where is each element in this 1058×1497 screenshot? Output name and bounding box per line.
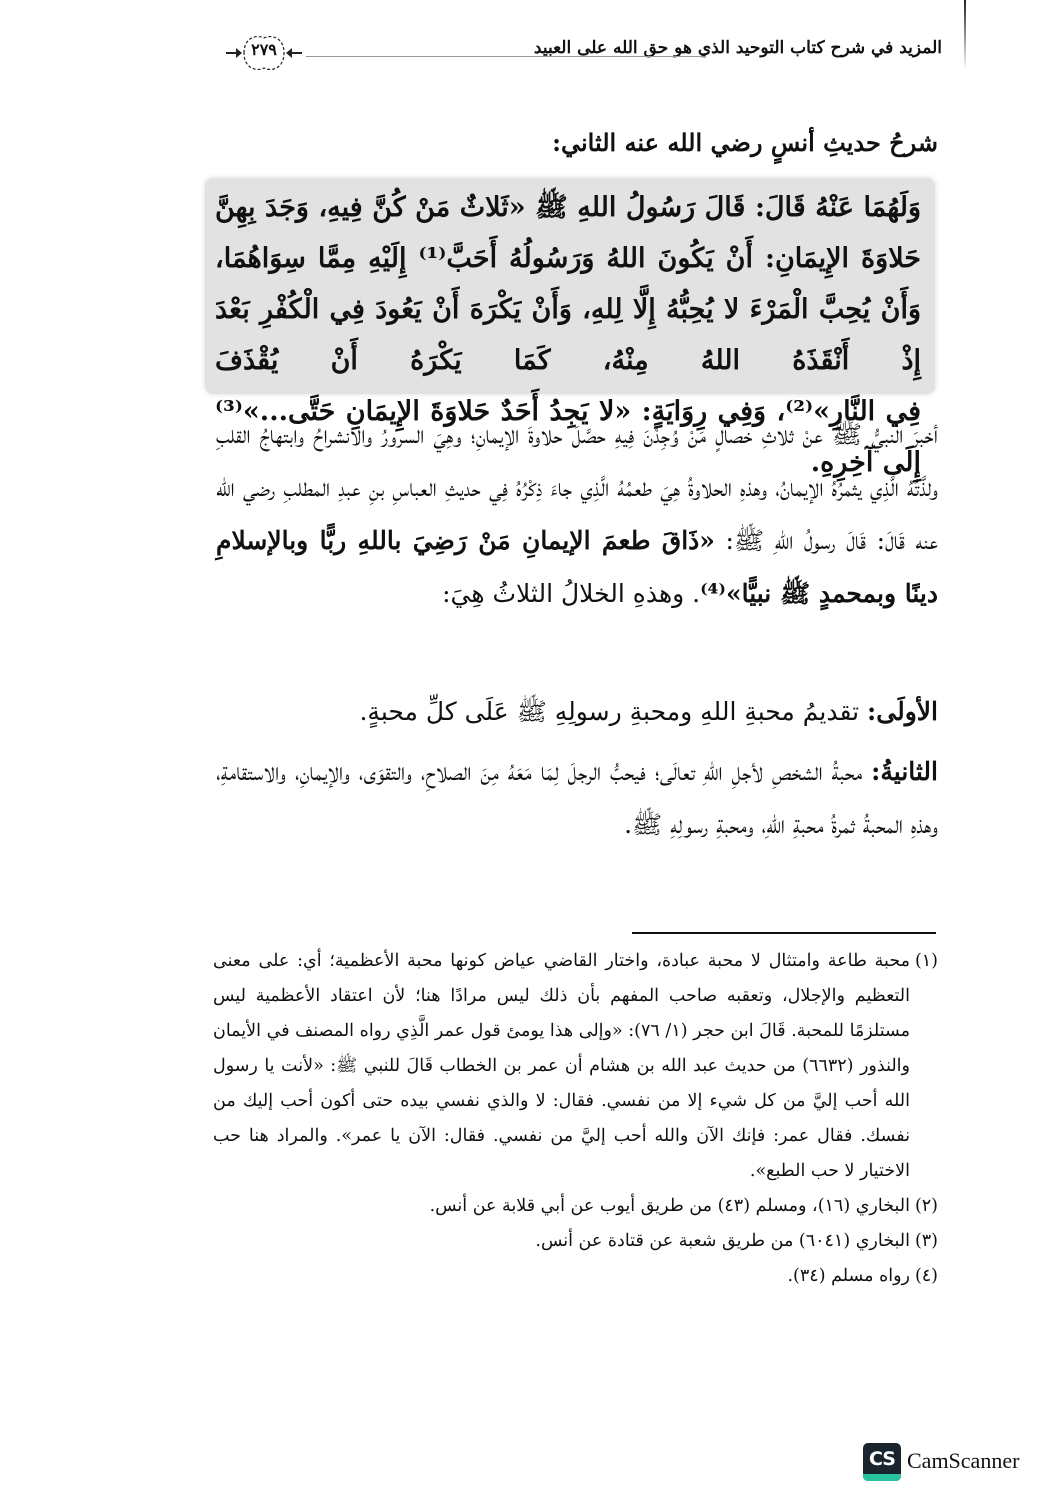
- page-number: ٢٧٩: [251, 40, 277, 59]
- footnote: [213, 1224, 938, 1259]
- footnote: [213, 1189, 938, 1224]
- hadith-main: وَلَهُمَا عَنْهُ قَالَ: قَالَ رَسُولُ اللهِ ﷺ «ثَلاثٌ مَنْ كُنَّ فِيهِ، وَجَدَ بِهِنَّ حَلاوَةَ الإِيمَانِ: أَنْ يَكُونَ اللهُ وَرَسُولُهُ أَحَبَّ⁽¹⁾ إِلَيْهِ مِمَّا سِوَاهُمَا، وَأَنْ يُحِبَّ الْمَرْءَ لا يُحِبُّهُ إِلَّا لِلهِ، وَأَنْ يَكْرَهَ أَنْ يَعُودَ فِي الْكُفْرِ بَعْدَ إِذْ أَنْقَذَهُ اللهُ مِنْهُ، كَمَا يَكْرَهُ أَنْ يُقْذَفَ: [215, 192, 921, 376]
- footnote-text: محبة طاعة وامتثال لا محبة عبادة، واختار القاضي عياض كونها محبة الأعظمية؛ أي: على معنى التعظيم والإجلال، وتعقبه صاحب المفهم بأن ذلك ليس مرادًا هنا؛ لأن اعتقاد الأعظمية ليس مستلزمًا للمحبة. قَالَ ابن حجر (١/ ٧٦): «وإلى هذا يومئ قول عمر الَّذِي رواه المصنف في الأيمان والنذور (٦٦٣٢) من حديث عبد الله بن هشام أن عمر بن الخطاب قَالَ للنبي ﷺ: «لأنت يا رسول الله أحب إليَّ من كل شيء إلا من نفسي. فقال: لا والذي نفسي بيده حتى أكون أحب إليك من نفسك. فقال عمر: فإنك الآن والله أحب إليَّ من نفسي. فقال: الآن يا عمر». والمراد هنا حب الاختيار لا حب الطبع».: [213, 951, 910, 1181]
- footnote: [213, 944, 938, 1189]
- list-item: [216, 685, 938, 738]
- footnote-text: رواه مسلم (٣٤).: [787, 1266, 910, 1286]
- explanation-paragraph: [216, 408, 938, 620]
- running-title: المزيد في شرح كتاب التوحيد الذي هو حق الله على العبيد: [533, 38, 942, 58]
- footnote: [213, 1259, 938, 1294]
- watermark-name: CamScanner: [907, 1448, 1020, 1473]
- item-text: تقديمُ محبةِ اللهِ ومحبةِ رسولِهِ ﷺ عَلَى كلِّ محبةٍ.: [359, 697, 868, 726]
- item-text: محبةُ الشخصِ لأجلِ اللهِ تعالَى؛ فيحبُّ الرجلَ لِمَا مَعَهُ مِنَ الصلاحِ، والتقوَى، والإيمانِ، والاستقامةِ، وهذهِ المحبةُ ثمرةُ محبةِ اللهِ، ومحبةِ رسولِهِ ﷺ.: [216, 757, 938, 839]
- section-title: شرحُ حديثِ أنسٍ رضي الله عنه الثاني:: [552, 128, 938, 157]
- footnote-text: البخاري (١٦)، ومسلم (٤٣) من طريق أيوب عن أبي قلابة عن أنس.: [429, 1196, 910, 1216]
- footnote-number: (٣): [914, 1231, 938, 1251]
- footnote-number: (١): [914, 951, 938, 971]
- paragraph-text: أخبرَ النبيُّ ﷺ عنْ ثلاثِ خصالٍ مَنْ وُجِدْنَ فِيهِ حصَّلَ حلاوةَ الإيمانِ؛ وهِيَ السرورُ والانشراحُ وابتهاجُ القلبِ ولذَّتُهُ الَّذِي يثمرُهُ الإيمانُ، وهذهِ الحلاوةُ هِيَ طعمُهُ الَّذِي جاءَ ذِكْرُهُ فِي حديثِ العباسِ بنِ عبدِ المطلبِ رضي الله عنه قَالَ: قَالَ رسولُ اللهِ ﷺ:: [216, 420, 939, 555]
- header-rule: [306, 56, 706, 57]
- item-label: الأولَى:: [867, 697, 938, 726]
- page-header: [222, 28, 942, 78]
- logo-text: CS: [869, 1448, 895, 1470]
- hadith-last-line: فِي النَّارِ»⁽²⁾، وَفِي رِوَايَةٍ: «لا يَجِدُ أَحَدٌ حَلاوَةَ الإِيمَانِ حَتَّى...»⁽³⁾ إِلَى آخِرِهِ.: [215, 396, 922, 478]
- page-edge-shadow: [964, 0, 966, 70]
- list-item: [216, 745, 938, 851]
- logo-accent-bar: [863, 1474, 901, 1481]
- item-label: الثانيةُ:: [871, 757, 938, 786]
- camscanner-logo-icon: [863, 1443, 901, 1481]
- footnote-text: البخاري (٦٠٤١) من طريق شعبة عن قتادة عن أنس.: [535, 1231, 910, 1251]
- page-number-ornament: [222, 28, 306, 78]
- footnote-divider: [632, 932, 936, 934]
- footnotes: [213, 944, 938, 1294]
- footnote-number: (٢): [914, 1196, 938, 1216]
- hadith-box: [205, 178, 935, 478]
- paragraph-quote: «ذَاقَ طعمَ الإيمانِ مَنْ رَضِيَ باللهِ ربًّا وبالإسلامِ دينًا وبمحمدٍ ﷺ نبيًّا»⁽⁴⁾: [216, 526, 938, 608]
- paragraph-end: . وهذهِ الخلالُ الثلاثُ هِيَ:: [442, 579, 701, 608]
- footnote-number: (٤): [914, 1266, 938, 1286]
